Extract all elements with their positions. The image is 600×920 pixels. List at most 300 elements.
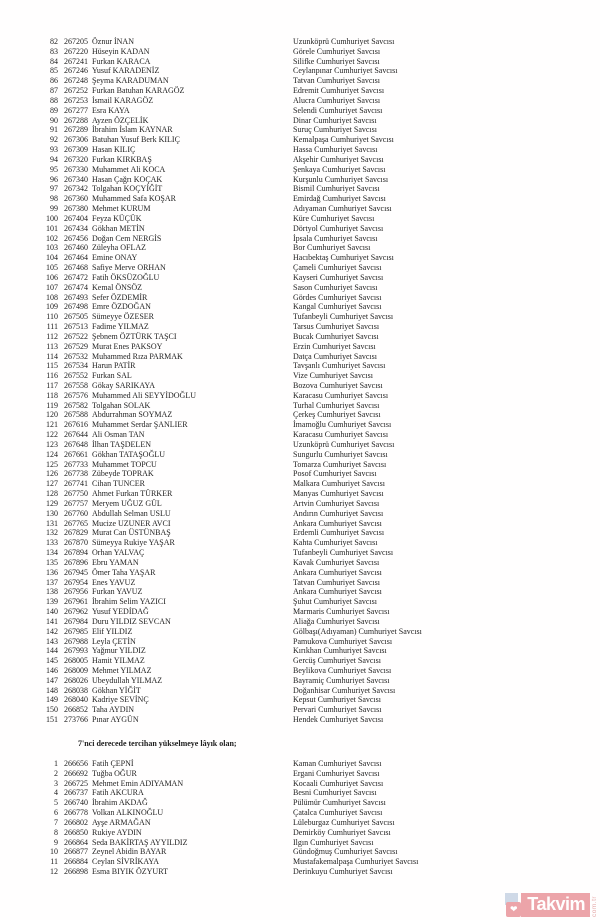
- row-number: 5: [54, 798, 58, 808]
- person-name: Seda BAKİRTAŞ AYYILDIZ: [92, 837, 188, 847]
- registry-number: 267241: [64, 56, 88, 66]
- registry-number: 267961: [64, 597, 88, 607]
- person-name: Gökay SARIKAYA: [92, 380, 156, 390]
- registry-number: 267984: [64, 616, 88, 626]
- person-name: Yusuf YEDİDAĞ: [92, 607, 149, 617]
- position-title: Artvin Cumhuriyet Savcısı: [293, 498, 380, 508]
- row-number: 97: [50, 184, 58, 194]
- registry-number: 267616: [64, 420, 88, 430]
- table-row: [0, 106, 600, 116]
- registry-number: 267954: [64, 577, 88, 587]
- table-row: [0, 273, 600, 283]
- table-row: [0, 587, 600, 597]
- position-title: Ankara Cumhuriyet Savcısı: [293, 567, 382, 577]
- registry-number: 266852: [64, 705, 88, 715]
- position-title: Tarsus Cumhuriyet Savcısı: [293, 322, 380, 332]
- row-number: 84: [50, 56, 58, 66]
- table-row: [0, 96, 600, 106]
- position-title: Şenkaya Cumhuriyet Savcısı: [293, 164, 386, 174]
- registry-number: 267253: [64, 95, 88, 105]
- table-row: [0, 243, 600, 253]
- person-name: İlhan TAŞDELEN: [92, 439, 151, 449]
- row-number: 132: [46, 528, 58, 538]
- row-number: 103: [46, 243, 58, 253]
- table-row: [0, 391, 600, 401]
- table-row: [0, 779, 600, 789]
- position-title: Küre Cumhuriyet Savcısı: [293, 213, 375, 223]
- person-name: Zübeyde TOPRAK: [92, 469, 154, 479]
- table-row: [0, 165, 600, 175]
- table-row: [0, 410, 600, 420]
- table-row: [0, 76, 600, 86]
- row-number: 150: [46, 705, 58, 715]
- registry-number: 266898: [64, 867, 88, 877]
- position-title: Karacasu Cumhuriyet Savcısı: [293, 430, 389, 440]
- table-row: [0, 312, 600, 322]
- registry-number: 266725: [64, 778, 88, 788]
- person-name: Öznur İNAN: [92, 37, 134, 46]
- person-name: Şeyma KARADUMAN: [92, 76, 169, 86]
- row-number: 125: [46, 459, 58, 469]
- person-name: Batuhan Yusuf Berk KILIÇ: [92, 135, 180, 145]
- person-name: Gökhan TATAŞOĞLU: [92, 449, 166, 459]
- position-title: Kangal Cumhuriyet Savcısı: [293, 302, 382, 312]
- table-row: [0, 607, 600, 617]
- registry-number: 268026: [64, 675, 88, 685]
- position-title: Datça Cumhuriyet Savcısı: [293, 351, 377, 361]
- row-number: 131: [46, 518, 58, 528]
- person-name: İbrahim AKDAĞ: [92, 798, 148, 808]
- row-number: 133: [46, 538, 58, 548]
- registry-number: 268038: [64, 685, 88, 695]
- position-title: Çerkeş Cumhuriyet Savcısı: [293, 410, 381, 420]
- registry-number: 267248: [64, 76, 88, 86]
- row-number: 148: [46, 685, 58, 695]
- table-row: [0, 86, 600, 96]
- row-number: 9: [54, 837, 58, 847]
- row-number: 146: [46, 666, 58, 675]
- prosecutor-list-second: [0, 759, 600, 877]
- row-number: 110: [46, 312, 58, 322]
- position-title: Ankara Cumhuriyet Savcısı: [293, 587, 382, 597]
- row-number: 89: [50, 105, 58, 115]
- registry-number: 266656: [64, 759, 88, 768]
- registry-number: 266864: [64, 837, 88, 847]
- registry-number: 267434: [64, 223, 88, 233]
- takvim-domain-text: com.tr: [591, 895, 598, 917]
- row-number: 121: [46, 420, 58, 430]
- person-name: Fatih ÖKSÜZOĞLU: [92, 272, 160, 282]
- person-name: Kadriye SEVİNÇ: [92, 695, 149, 705]
- registry-number: 267464: [64, 253, 88, 263]
- person-name: Hüseyin KADAN: [92, 46, 150, 56]
- position-title: Ankara Cumhuriyet Savcısı: [293, 518, 382, 528]
- person-name: Emre ÖZDOĞAN: [92, 302, 151, 312]
- row-number: 136: [46, 567, 58, 577]
- row-number: 100: [46, 213, 58, 223]
- table-row: [0, 57, 600, 67]
- position-title: Besni Cumhuriyet Savcısı: [293, 788, 377, 798]
- person-name: Murat Can ÜSTÜNBAŞ: [92, 528, 171, 538]
- row-number: 139: [46, 597, 58, 607]
- person-name: Gökhan METİN: [92, 223, 145, 233]
- registry-number: 267220: [64, 46, 88, 56]
- table-row: [0, 528, 600, 538]
- position-title: Dinar Cumhuriyet Savcısı: [293, 115, 377, 125]
- row-number: 144: [46, 646, 58, 656]
- registry-number: 267534: [64, 361, 88, 371]
- registry-number: 267342: [64, 184, 88, 194]
- registry-number: 267894: [64, 548, 88, 558]
- position-title: Kurşunlu Cumhuriyet Savcısı: [293, 174, 389, 184]
- row-number: 134: [46, 548, 58, 558]
- registry-number: 267644: [64, 430, 88, 440]
- position-title: Hacıbektaş Cumhuriyet Savcısı: [293, 253, 394, 263]
- person-name: Furkan Batuhan KARAGÖZ: [92, 86, 185, 96]
- person-name: Muhammed Safa KOŞAR: [92, 194, 176, 204]
- position-title: Uzunköprü Cumhuriyet Savcısı: [293, 439, 395, 449]
- registry-number: 267460: [64, 243, 88, 253]
- position-title: Hassa Cumhuriyet Savcısı: [293, 145, 378, 155]
- registry-number: 267870: [64, 538, 88, 548]
- person-name: Mehmet YILMAZ: [92, 666, 152, 675]
- row-number: 141: [46, 616, 58, 626]
- takvim-logo-emblem: [505, 893, 523, 917]
- row-number: 112: [46, 331, 58, 341]
- person-name: Hamit YILMAZ: [92, 656, 145, 666]
- person-name: Muhammed Rıza PARMAK: [92, 351, 183, 361]
- row-number: 116: [46, 371, 58, 381]
- registry-number: 267552: [64, 371, 88, 381]
- table-row: [0, 617, 600, 627]
- table-row: [0, 499, 600, 509]
- person-name: Safiye Merve ORHAN: [92, 263, 166, 273]
- row-number: 82: [50, 37, 58, 46]
- person-name: Tolgahan SOLAK: [92, 400, 151, 410]
- table-row: [0, 224, 600, 234]
- row-number: 109: [46, 302, 58, 312]
- row-number: 83: [50, 46, 58, 56]
- table-row: [0, 715, 600, 725]
- row-number: 96: [50, 174, 58, 184]
- position-title: Bayramiç Cumhuriyet Savcısı: [293, 675, 390, 685]
- person-name: Furkan SAL: [92, 371, 132, 381]
- position-title: Tufanbeyli Cumhuriyet Savcısı: [293, 312, 394, 322]
- table-row: [0, 686, 600, 696]
- registry-number: 267380: [64, 204, 88, 214]
- registry-number: 267956: [64, 587, 88, 597]
- person-name: Zeynel Abidin BAYAR: [92, 847, 167, 857]
- row-number: 128: [46, 489, 58, 499]
- person-name: Ubeydullah YILMAZ: [92, 675, 163, 685]
- person-name: Esma BIYIK ÖZYURT: [92, 867, 168, 877]
- registry-number: 267582: [64, 400, 88, 410]
- position-title: Ilgın Cumhuriyet Savcısı: [293, 837, 374, 847]
- table-row: [0, 66, 600, 76]
- registry-number: 273766: [64, 715, 88, 725]
- registry-number: 267277: [64, 105, 88, 115]
- registry-number: 267289: [64, 125, 88, 135]
- row-number: 101: [46, 223, 58, 233]
- table-row: [0, 145, 600, 155]
- registry-number: 268040: [64, 695, 88, 705]
- row-number: 124: [46, 449, 58, 459]
- person-name: Rukiye AYDIN: [92, 827, 142, 837]
- row-number: 10: [50, 847, 58, 857]
- registry-number: 266737: [64, 788, 88, 798]
- position-title: Tatvan Cumhuriyet Savcısı: [293, 577, 380, 587]
- table-row: [0, 519, 600, 529]
- person-name: Emine ONAY: [92, 253, 138, 263]
- person-name: İbrahim Selim YAZICI: [92, 597, 166, 607]
- row-number: 137: [46, 577, 58, 587]
- table-row: [0, 352, 600, 362]
- position-title: Ceylanpınar Cumhuriyet Savcısı: [293, 66, 398, 76]
- registry-number: 267320: [64, 154, 88, 164]
- table-row: [0, 125, 600, 135]
- person-name: Şebnem ÖZTÜRK TAŞCI: [92, 331, 177, 341]
- position-title: Andırın Cumhuriyet Savcısı: [293, 508, 384, 518]
- person-name: Feyza KÜÇÜK: [92, 213, 142, 223]
- row-number: 111: [46, 322, 58, 332]
- person-name: Yağmur YILDIZ: [92, 646, 146, 656]
- position-title: Kemalpaşa Cumhuriyet Savcısı: [293, 135, 394, 145]
- table-row: [0, 401, 600, 411]
- table-row: [0, 558, 600, 568]
- registry-number: 267340: [64, 174, 88, 184]
- person-name: Ali Osman TAN: [92, 430, 145, 440]
- table-row: [0, 420, 600, 430]
- table-row: [0, 548, 600, 558]
- registry-number: 267558: [64, 380, 88, 390]
- person-name: İsmail KARAGÖZ: [92, 95, 154, 105]
- registry-number: 267474: [64, 282, 88, 292]
- registry-number: 267513: [64, 322, 88, 332]
- person-name: Tuğba OĞUR: [92, 768, 137, 778]
- person-name: Hasan Çağrı KOÇAK: [92, 174, 163, 184]
- registry-number: 266778: [64, 808, 88, 818]
- position-title: Selendi Cumhuriyet Savcısı: [293, 105, 383, 115]
- position-title: Manyas Cumhuriyet Savcısı: [293, 489, 384, 499]
- table-row: [0, 371, 600, 381]
- person-name: Sümeyya Rukiye YAŞAR: [92, 538, 175, 548]
- registry-number: 267661: [64, 449, 88, 459]
- position-title: Lüleburgaz Cumhuriyet Savcısı: [293, 817, 395, 827]
- position-title: Erdemli Cumhuriyet Savcısı: [293, 528, 385, 538]
- registry-number: 267288: [64, 115, 88, 125]
- registry-number: 267205: [64, 37, 88, 46]
- registry-number: 267532: [64, 351, 88, 361]
- table-row: [0, 234, 600, 244]
- person-name: Gökhan YİĞİT: [92, 685, 141, 695]
- table-row: [0, 808, 600, 818]
- row-number: 130: [46, 508, 58, 518]
- person-name: Ceylan SİVRİKAYA: [92, 857, 160, 867]
- row-number: 102: [46, 233, 58, 243]
- registry-number: 267765: [64, 518, 88, 528]
- row-number: 95: [50, 164, 58, 174]
- registry-number: 266877: [64, 847, 88, 857]
- position-title: Pamukova Cumhuriyet Savcısı: [293, 636, 393, 646]
- position-title: Marmaris Cumhuriyet Savcısı: [293, 607, 390, 617]
- person-name: Duru YILDIZ SEVCAN: [92, 616, 171, 626]
- position-title: Gördes Cumhuriyet Savcısı: [293, 292, 382, 302]
- position-title: Sungurlu Cumhuriyet Savcısı: [293, 449, 388, 459]
- row-number: 151: [46, 715, 58, 725]
- registry-number: 266884: [64, 857, 88, 867]
- row-number: 11: [50, 857, 58, 867]
- registry-number: 268005: [64, 656, 88, 666]
- position-title: Pervari Cumhuriyet Savcısı: [293, 705, 382, 715]
- registry-number: 267738: [64, 469, 88, 479]
- person-name: Muhammet Serdar ŞANLIER: [92, 420, 188, 430]
- row-number: 7: [54, 817, 58, 827]
- table-row: [0, 568, 600, 578]
- row-number: 122: [46, 430, 58, 440]
- person-name: Furkan YAVUZ: [92, 587, 143, 597]
- row-number: 127: [46, 479, 58, 489]
- row-number: 142: [46, 626, 58, 636]
- table-row: [0, 828, 600, 838]
- person-name: Mucize UZUNER AVCI: [92, 518, 171, 528]
- position-title: Posof Cumhuriyet Savcısı: [293, 469, 377, 479]
- takvim-watermark: [505, 893, 598, 917]
- row-number: 6: [54, 808, 58, 818]
- position-title: Uzunköprü Cumhuriyet Savcısı: [293, 37, 395, 46]
- registry-number: 267829: [64, 528, 88, 538]
- registry-number: 267468: [64, 263, 88, 273]
- position-title: Kırıkhan Cumhuriyet Savcısı: [293, 646, 387, 656]
- table-row: [0, 857, 600, 867]
- person-name: Furkan KARACA: [92, 56, 151, 66]
- position-title: Gündoğmuş Cumhuriyet Savcısı: [293, 847, 398, 857]
- registry-number: 267945: [64, 567, 88, 577]
- position-title: Demirköy Cumhuriyet Savcısı: [293, 827, 391, 837]
- position-title: Akşehir Cumhuriyet Savcısı: [293, 154, 384, 164]
- row-number: 4: [54, 788, 58, 798]
- person-name: Yusuf KARADENİZ: [92, 66, 160, 76]
- registry-number: 267757: [64, 498, 88, 508]
- person-name: Ömer Taha YAŞAR: [92, 567, 156, 577]
- row-number: 12: [50, 867, 58, 877]
- table-row: [0, 450, 600, 460]
- row-number: 123: [46, 439, 58, 449]
- position-title: Alucra Cumhuriyet Savcısı: [293, 95, 381, 105]
- table-row: [0, 676, 600, 686]
- row-number: 113: [46, 341, 58, 351]
- person-name: Ahmet Furkan TÜRKER: [92, 489, 173, 499]
- row-number: 93: [50, 145, 58, 155]
- registry-number: 267360: [64, 194, 88, 204]
- person-name: Leyla ÇETİN: [92, 636, 136, 646]
- row-number: 145: [46, 656, 58, 666]
- person-name: Enes YAVUZ: [92, 577, 136, 587]
- row-number: 91: [50, 125, 58, 135]
- person-name: Furkan KIRKBAŞ: [92, 154, 152, 164]
- registry-number: 267741: [64, 479, 88, 489]
- table-row: [0, 489, 600, 499]
- table-row: [0, 597, 600, 607]
- position-title: Derinkuyu Cumhuriyet Savcısı: [293, 867, 393, 877]
- person-name: Meryem UĞUZ GÜL: [92, 498, 162, 508]
- person-name: Fatih ÇEPNİ: [92, 759, 134, 768]
- registry-number: 267309: [64, 145, 88, 155]
- table-row: [0, 798, 600, 808]
- registry-number: 267404: [64, 213, 88, 223]
- table-row: [0, 175, 600, 185]
- takvim-emblem-heart-icon: ❤: [506, 902, 521, 917]
- table-row: [0, 204, 600, 214]
- registry-number: 267733: [64, 459, 88, 469]
- position-title: Bucak Cumhuriyet Savcısı: [293, 331, 379, 341]
- table-row: [0, 135, 600, 145]
- row-number: 120: [46, 410, 58, 420]
- person-name: Sümeyye ÖZESER: [92, 312, 154, 322]
- position-title: Erzin Cumhuriyet Savcısı: [293, 341, 376, 351]
- registry-number: 267456: [64, 233, 88, 243]
- position-title: Silifke Cumhuriyet Savcısı: [293, 56, 380, 66]
- position-title: Mustafakemalpaşa Cumhuriyet Savcısı: [293, 857, 419, 867]
- registry-number: 267472: [64, 272, 88, 282]
- row-number: 8: [54, 827, 58, 837]
- position-title: Sason Cumhuriyet Savcısı: [293, 282, 378, 292]
- registry-number: 267576: [64, 390, 88, 400]
- table-row: [0, 656, 600, 666]
- section-heading: 7'nci derecede tercihan yükselmeye lâyık olan;: [78, 739, 237, 748]
- person-name: Ayşe ARMAĞAN: [92, 817, 151, 827]
- row-number: 3: [54, 778, 58, 788]
- table-row: [0, 705, 600, 715]
- position-title: Tavşanlı Cumhuriyet Savcısı: [293, 361, 386, 371]
- person-name: Sefer ÖZDEMİR: [92, 292, 148, 302]
- row-number: 115: [46, 361, 58, 371]
- registry-number: 267993: [64, 646, 88, 656]
- position-title: Turhal Cumhuriyet Savcısı: [293, 400, 380, 410]
- registry-number: 266802: [64, 817, 88, 827]
- table-row: [0, 47, 600, 57]
- position-title: Tufanbeyli Cumhuriyet Savcısı: [293, 548, 394, 558]
- position-title: Tomarza Cumhuriyet Savcısı: [293, 459, 387, 469]
- prosecutor-list-first: [0, 37, 600, 725]
- table-row: [0, 214, 600, 224]
- person-name: Elif YILDIZ: [92, 626, 133, 636]
- row-number: 107: [46, 282, 58, 292]
- table-row: [0, 194, 600, 204]
- person-name: Muhammet Ali KOCA: [92, 164, 166, 174]
- table-row: [0, 666, 600, 676]
- registry-number: 267985: [64, 626, 88, 636]
- position-title: Gercüş Cumhuriyet Savcısı: [293, 656, 381, 666]
- person-name: Fadime YILMAZ: [92, 322, 149, 332]
- table-row: [0, 361, 600, 371]
- person-name: Muhammed Ali SEYYİDOĞLU: [92, 390, 196, 400]
- position-title: Aliağa Cumhuriyet Savcısı: [293, 616, 380, 626]
- row-number: 92: [50, 135, 58, 145]
- table-row: [0, 469, 600, 479]
- position-title: Edremit Cumhuriyet Savcısı: [293, 86, 385, 96]
- registry-number: 266850: [64, 827, 88, 837]
- position-title: Pülümür Cumhuriyet Savcısı: [293, 798, 386, 808]
- row-number: 86: [50, 76, 58, 86]
- table-row: [0, 538, 600, 548]
- registry-number: 267505: [64, 312, 88, 322]
- registry-number: 267246: [64, 66, 88, 76]
- registry-number: 267306: [64, 135, 88, 145]
- table-row: [0, 509, 600, 519]
- person-name: Mehmet Emin ADIYAMAN: [92, 778, 184, 788]
- row-number: 105: [46, 263, 58, 273]
- registry-number: 267330: [64, 164, 88, 174]
